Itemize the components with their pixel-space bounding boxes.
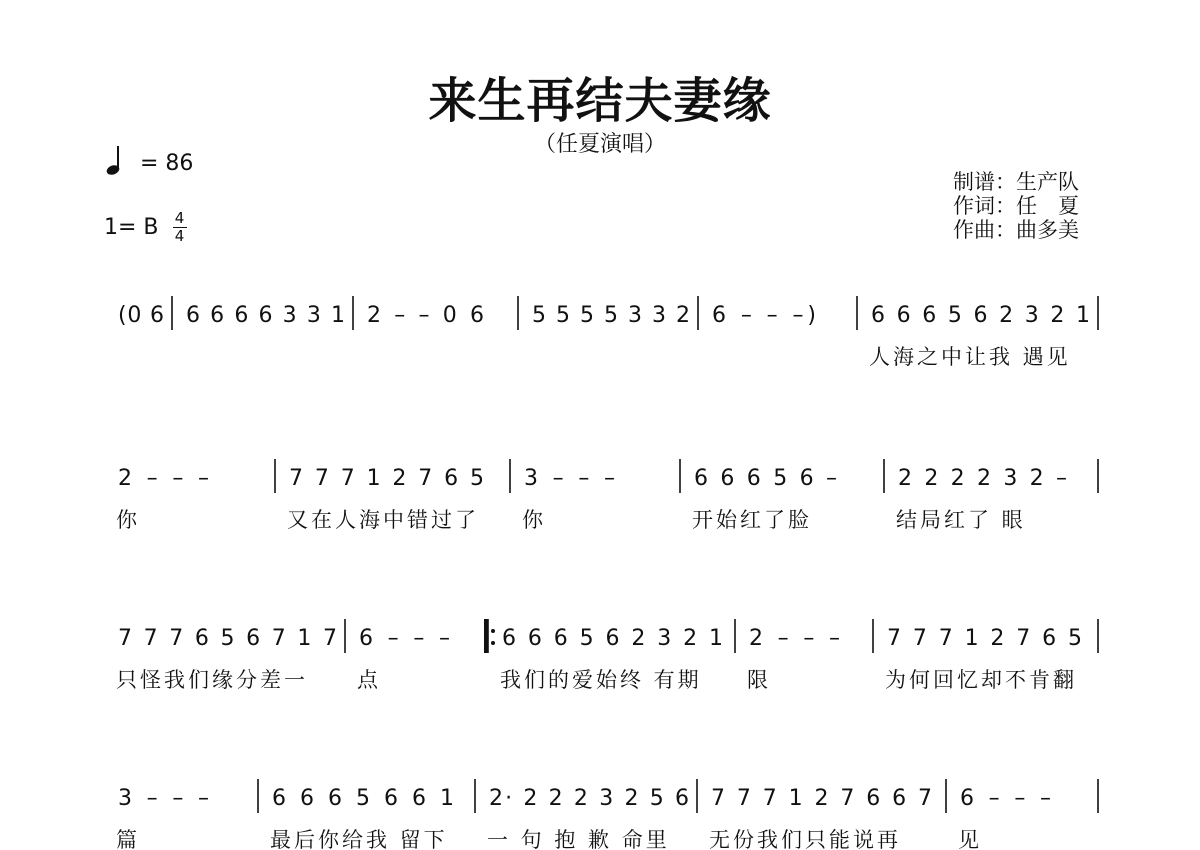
measure-lyrics: 见 — [958, 828, 982, 850]
measure-notes: 6 6 6 5 6 2 3 2 1 — [871, 303, 1090, 328]
key-label: 1= B — [104, 215, 159, 240]
measure-lyrics: 为何回忆却不肯翻 — [885, 668, 1077, 692]
measure-lyrics: 篇 — [116, 828, 140, 850]
measure-notes: 6 – – – — [960, 786, 1051, 811]
tempo-value: = 86 — [140, 151, 194, 176]
measure-notes: 2 – – – — [749, 626, 840, 651]
measure-notes: 7 7 7 1 2 7 6 5 — [887, 626, 1082, 651]
measure-lyrics: 我们的爱始终 有期 — [500, 668, 702, 692]
measure-lyrics: 限 — [747, 668, 771, 692]
measure-notes: 7 7 7 1 2 7 6 6 7 — [711, 786, 932, 811]
measure-lyrics: 一 句 抱 歉 命里 — [487, 828, 670, 850]
credit-composer: 作曲：曲多美 — [953, 218, 1079, 242]
measure-lyrics: 人海之中让我 遇见 — [869, 345, 1071, 369]
measure-notes: 6 6 6 6 3 3 1 — [186, 303, 345, 328]
measure-notes: 5 5 5 5 3 3 2 — [532, 303, 690, 328]
measure-notes: 6 – – – — [359, 626, 450, 651]
song-title: 来生再结夫妻缘 — [428, 73, 772, 129]
measure-lyrics: 你 — [116, 508, 140, 532]
credit-transcriber: 制谱：生产队 — [953, 170, 1079, 194]
measure-notes: 2· 2 2 2 3 2 5 6 — [489, 786, 689, 811]
measure-lyrics: 又在人海中错过了 — [287, 508, 479, 532]
measure-notes: 3 – – – — [524, 466, 615, 491]
measure-lyrics: 你 — [522, 508, 546, 532]
measure-lyrics: 无份我们只能说再 — [709, 828, 901, 850]
measure-notes: 6 6 6 5 6 – — [694, 466, 837, 491]
measure-notes: 2 2 2 2 3 2 – — [898, 466, 1067, 491]
measure-lyrics: 结局红了 眼 — [896, 508, 1026, 532]
song-subtitle: （任夏演唱） — [533, 132, 666, 157]
measure-notes: 3 – – – — [118, 786, 209, 811]
measure-lyrics: 开始红了脸 — [692, 508, 812, 532]
time-top: 4 — [174, 209, 185, 227]
credit-lyricist: 作词：任 夏 — [953, 194, 1079, 218]
measure-notes: 7 7 7 1 2 7 6 5 — [289, 466, 484, 491]
time-bottom: 4 — [174, 227, 185, 245]
measure-lyrics: 点 — [357, 668, 381, 692]
repeat-dot — [491, 641, 495, 645]
measure-notes: 6 – – –) — [712, 303, 816, 328]
measure-notes: 6 6 6 5 6 2 3 2 1 — [502, 626, 723, 651]
measure-notes: 2 – – 0 6 — [367, 303, 484, 328]
measure-notes: 6 6 6 5 6 6 1 — [272, 786, 454, 811]
measure-notes: 2 – – – — [118, 466, 209, 491]
measure-notes: 7 7 7 6 5 6 7 1 7 — [118, 626, 337, 651]
measure-lyrics: 最后你给我 留下 — [270, 828, 448, 850]
measure-lyrics: 只怪我们缘分差一 — [116, 668, 308, 692]
measure-notes: (0 6 — [118, 303, 164, 328]
repeat-dot — [491, 629, 495, 633]
